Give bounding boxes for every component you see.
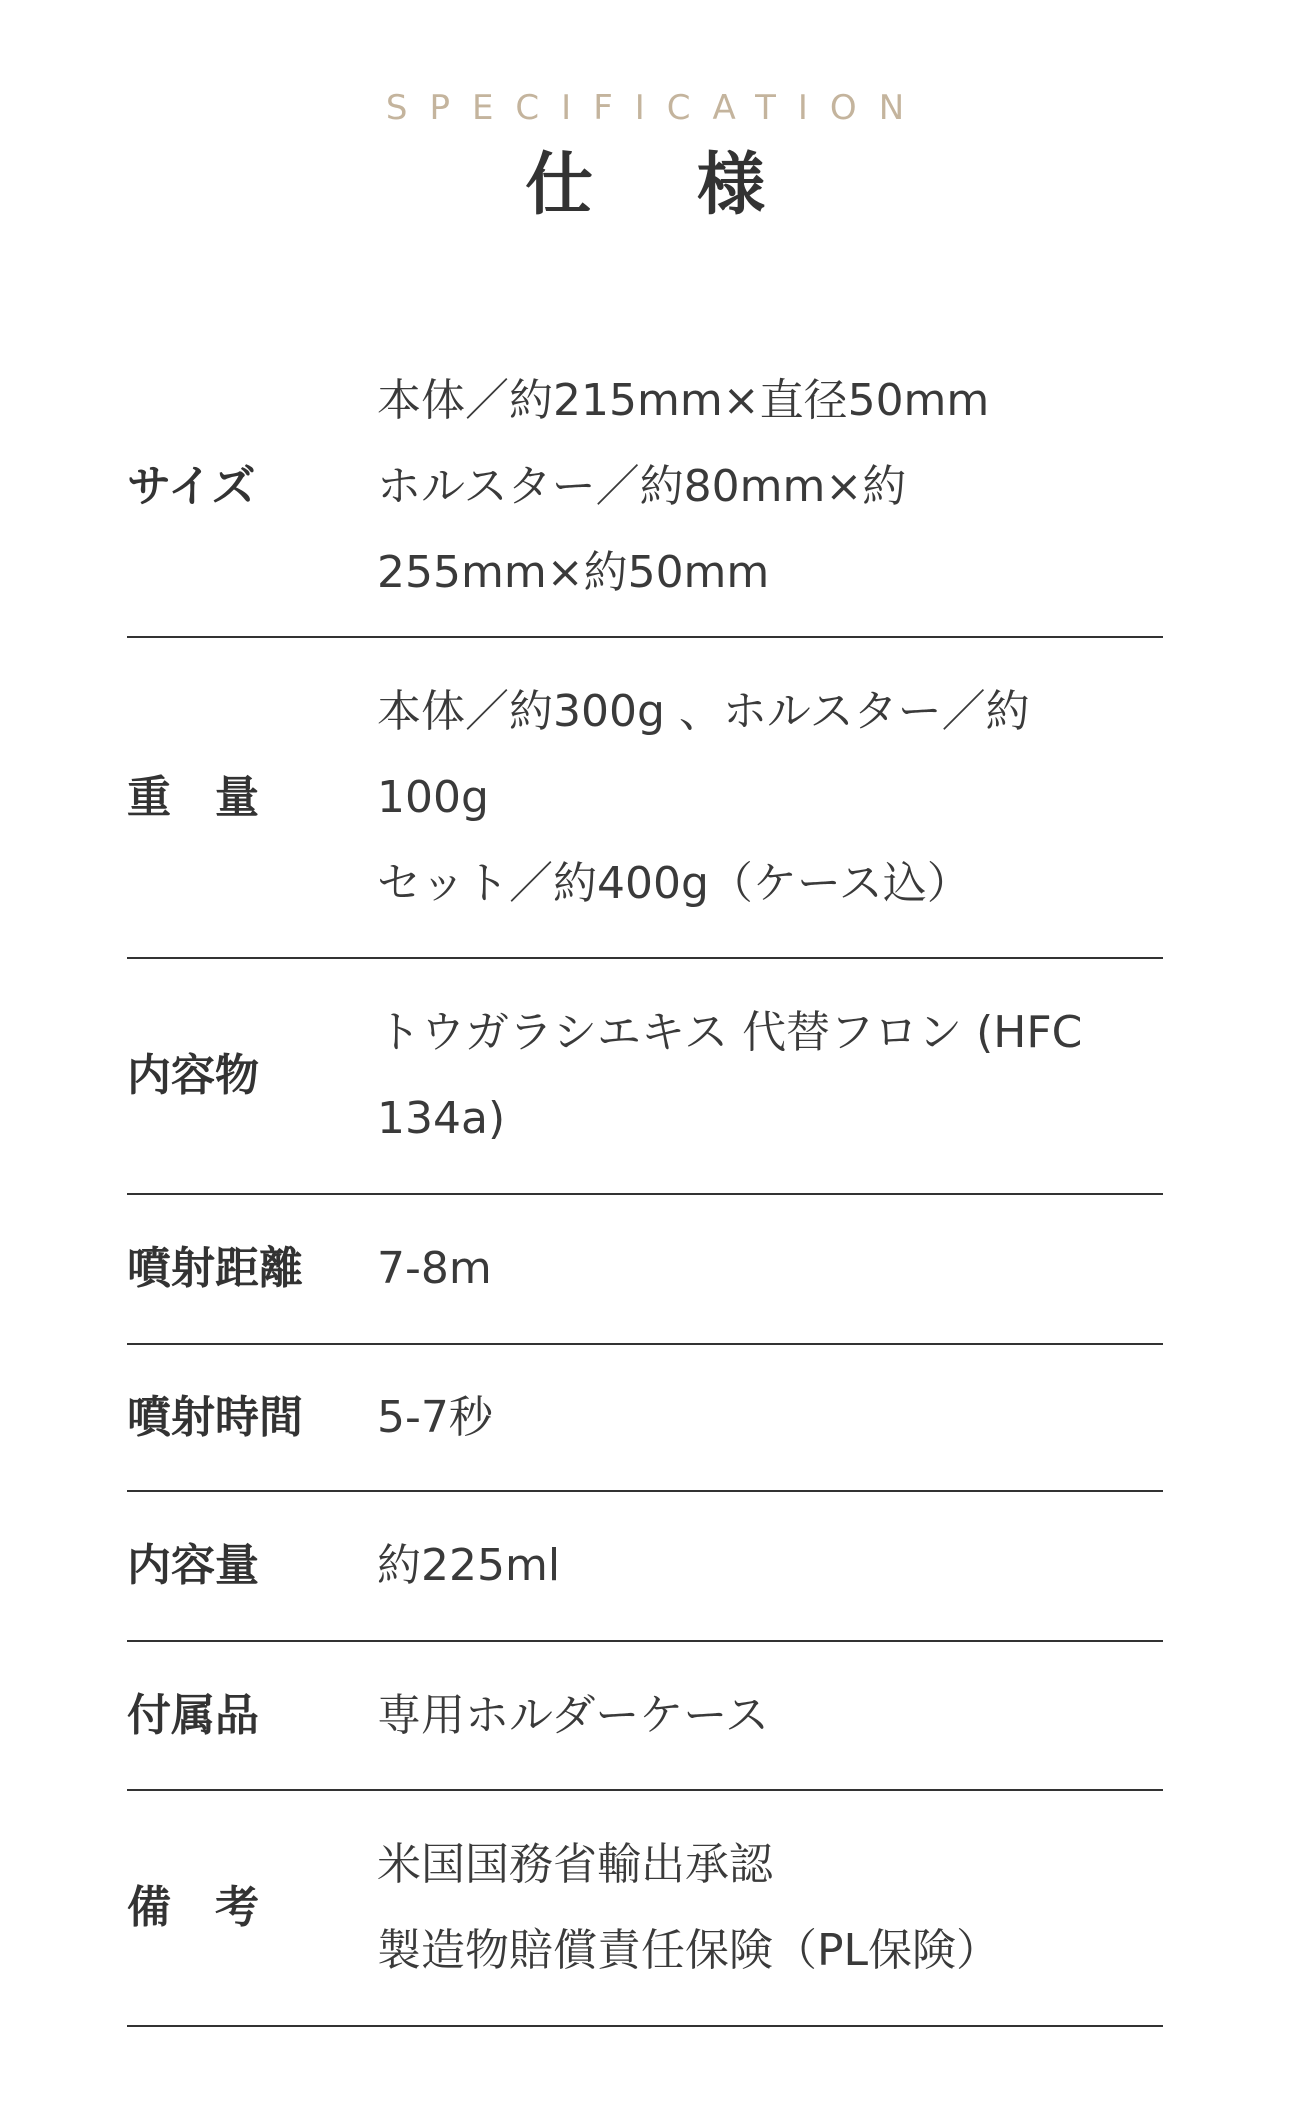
spec-value-spray-distance: 7-8m (377, 1243, 492, 1294)
spec-label-volume: 内容量 (127, 1540, 259, 1591)
spec-row-spray-time (127, 1345, 1163, 1492)
spec-label-size: サイズ (127, 461, 256, 512)
section-title: 仕 様 (525, 146, 805, 225)
spec-value-spray-time: 5-7秒 (377, 1391, 493, 1443)
spec-row-contents (127, 959, 1163, 1195)
spec-row-size (127, 338, 1163, 638)
spec-table (127, 338, 1163, 2027)
spec-label-accessory: 付属品 (127, 1689, 259, 1741)
spec-value-weight: 本体／約300g 、ホルスター／約 100g セット／約400g（ケース込） (377, 685, 1030, 909)
spec-row-notes (127, 1791, 1163, 2027)
spec-row-spray-distance (127, 1195, 1163, 1345)
spec-row-weight (127, 638, 1163, 959)
section-eyebrow: SPECIFICATION (385, 88, 927, 128)
spec-label-contents: 内容物 (127, 1050, 259, 1101)
spec-row-volume (127, 1492, 1163, 1642)
spec-value-size: 本体／約215mm×直径50mm ホルスター／約80mm×約 255mm×約50mm (377, 375, 990, 598)
spec-value-notes: 米国国務省輸出承認 製造物賠償責任保険（PL保険） (377, 1839, 1001, 1976)
spec-row-accessory (127, 1642, 1163, 1791)
spec-value-volume: 約225ml (377, 1540, 561, 1591)
spec-value-accessory: 専用ホルダーケース (377, 1689, 770, 1741)
spec-label-spray-distance: 噴射距離 (127, 1243, 303, 1294)
spec-label-weight: 重 量 (127, 771, 259, 823)
spec-value-contents: トウガラシエキス 代替フロン (HFC 134a) (377, 1007, 1083, 1144)
spec-label-notes: 備 考 (127, 1882, 259, 1933)
spec-label-spray-time: 噴射時間 (127, 1391, 303, 1443)
